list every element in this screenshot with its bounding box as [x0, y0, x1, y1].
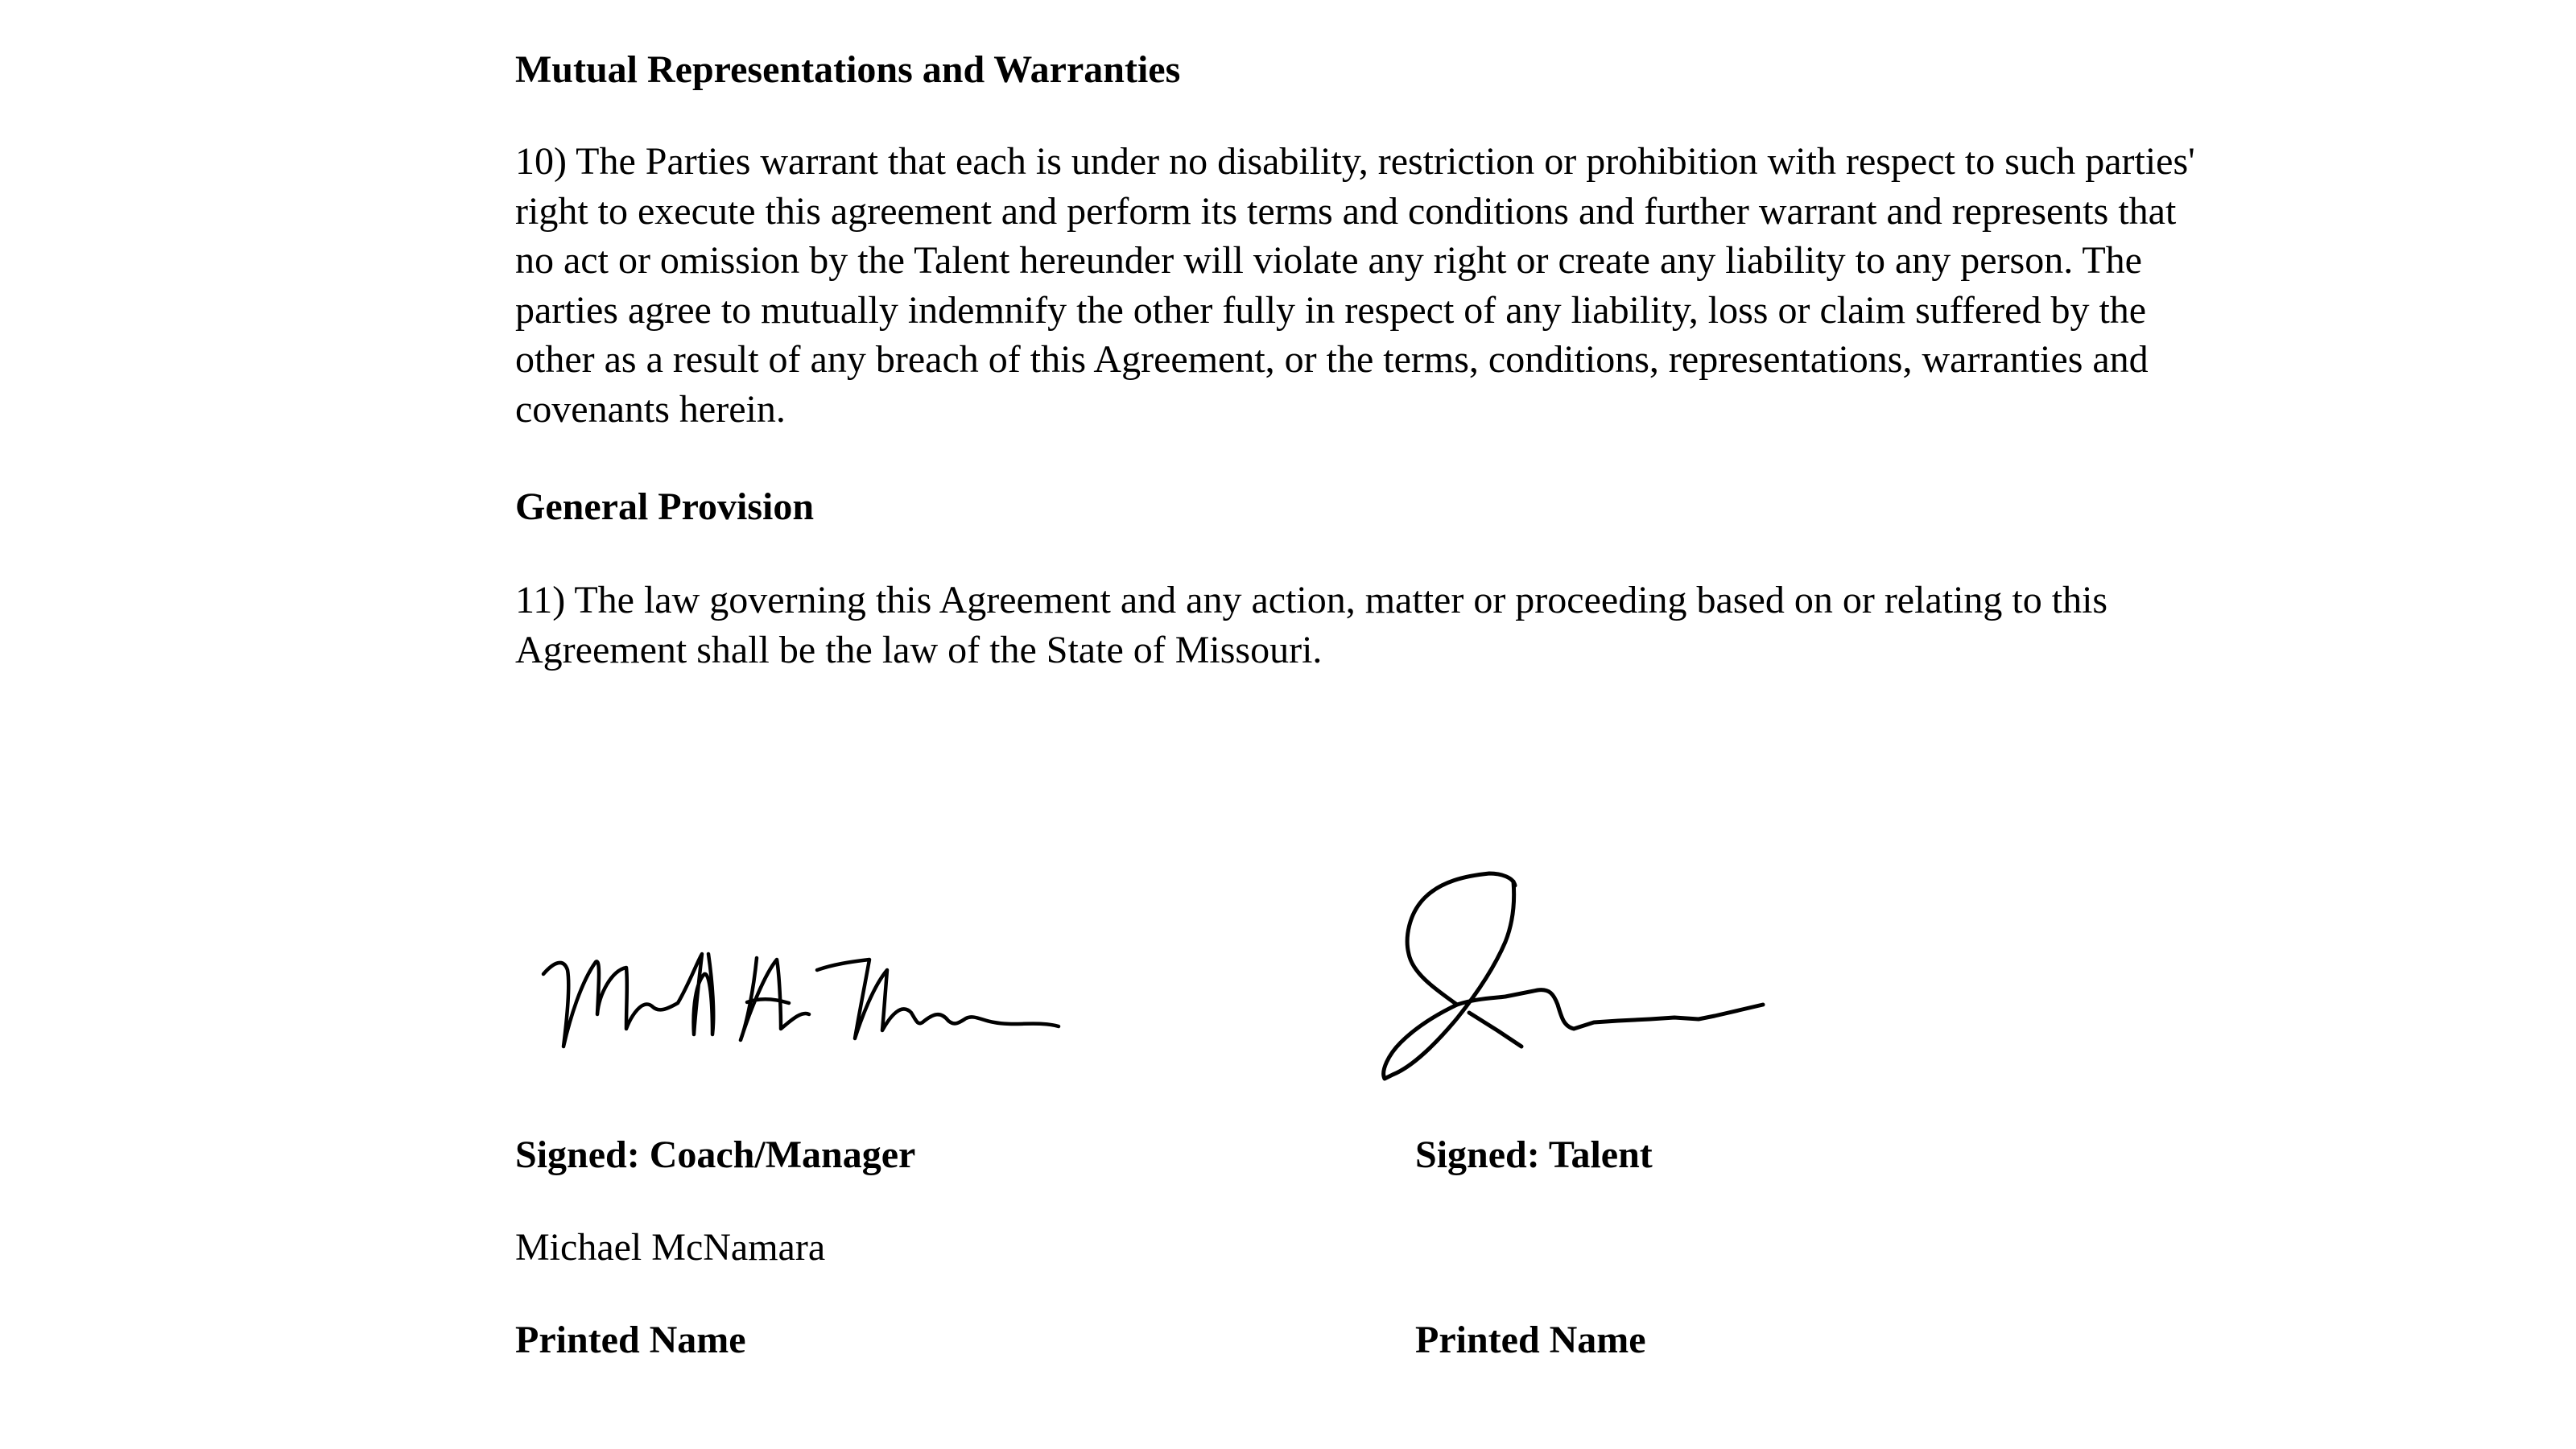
coach-signed-label: Signed: Coach/Manager [515, 1133, 916, 1176]
talent-signature-image [1336, 861, 1852, 1103]
talent-printed-name-label: Printed Name [1415, 1319, 1646, 1361]
coach-printed-name-value: Michael McNamara [515, 1226, 826, 1269]
section-heading-general-provision: General Provision [515, 485, 815, 528]
clause-11-paragraph: 11) The law governing this Agreement and any action, matter or proceeding based on or relating to this Agreement shall be the law of the State of Missouri. [515, 579, 2108, 671]
clause-10-paragraph: 10) The Parties warrant that each is under no disability, restriction or prohibition with respect to such parties' right to execute this agreement and perform its terms and conditions and further warrant and represents that no act or omission by the Talent hereunder will violate any right or create any liability to any person. The parties agree to mutually indemnify the other fully in respect of any liability, loss or claim suffered by the other as a result of any breach of this Agreement, or the terms, conditions, representations, warranties and covenants herein. [515, 140, 2195, 431]
section-heading-warranties: Mutual Representations and Warranties [515, 48, 1181, 91]
coach-signature-image [531, 926, 1111, 1079]
talent-signed-label: Signed: Talent [1415, 1133, 1653, 1176]
coach-printed-name-label: Printed Name [515, 1319, 746, 1361]
